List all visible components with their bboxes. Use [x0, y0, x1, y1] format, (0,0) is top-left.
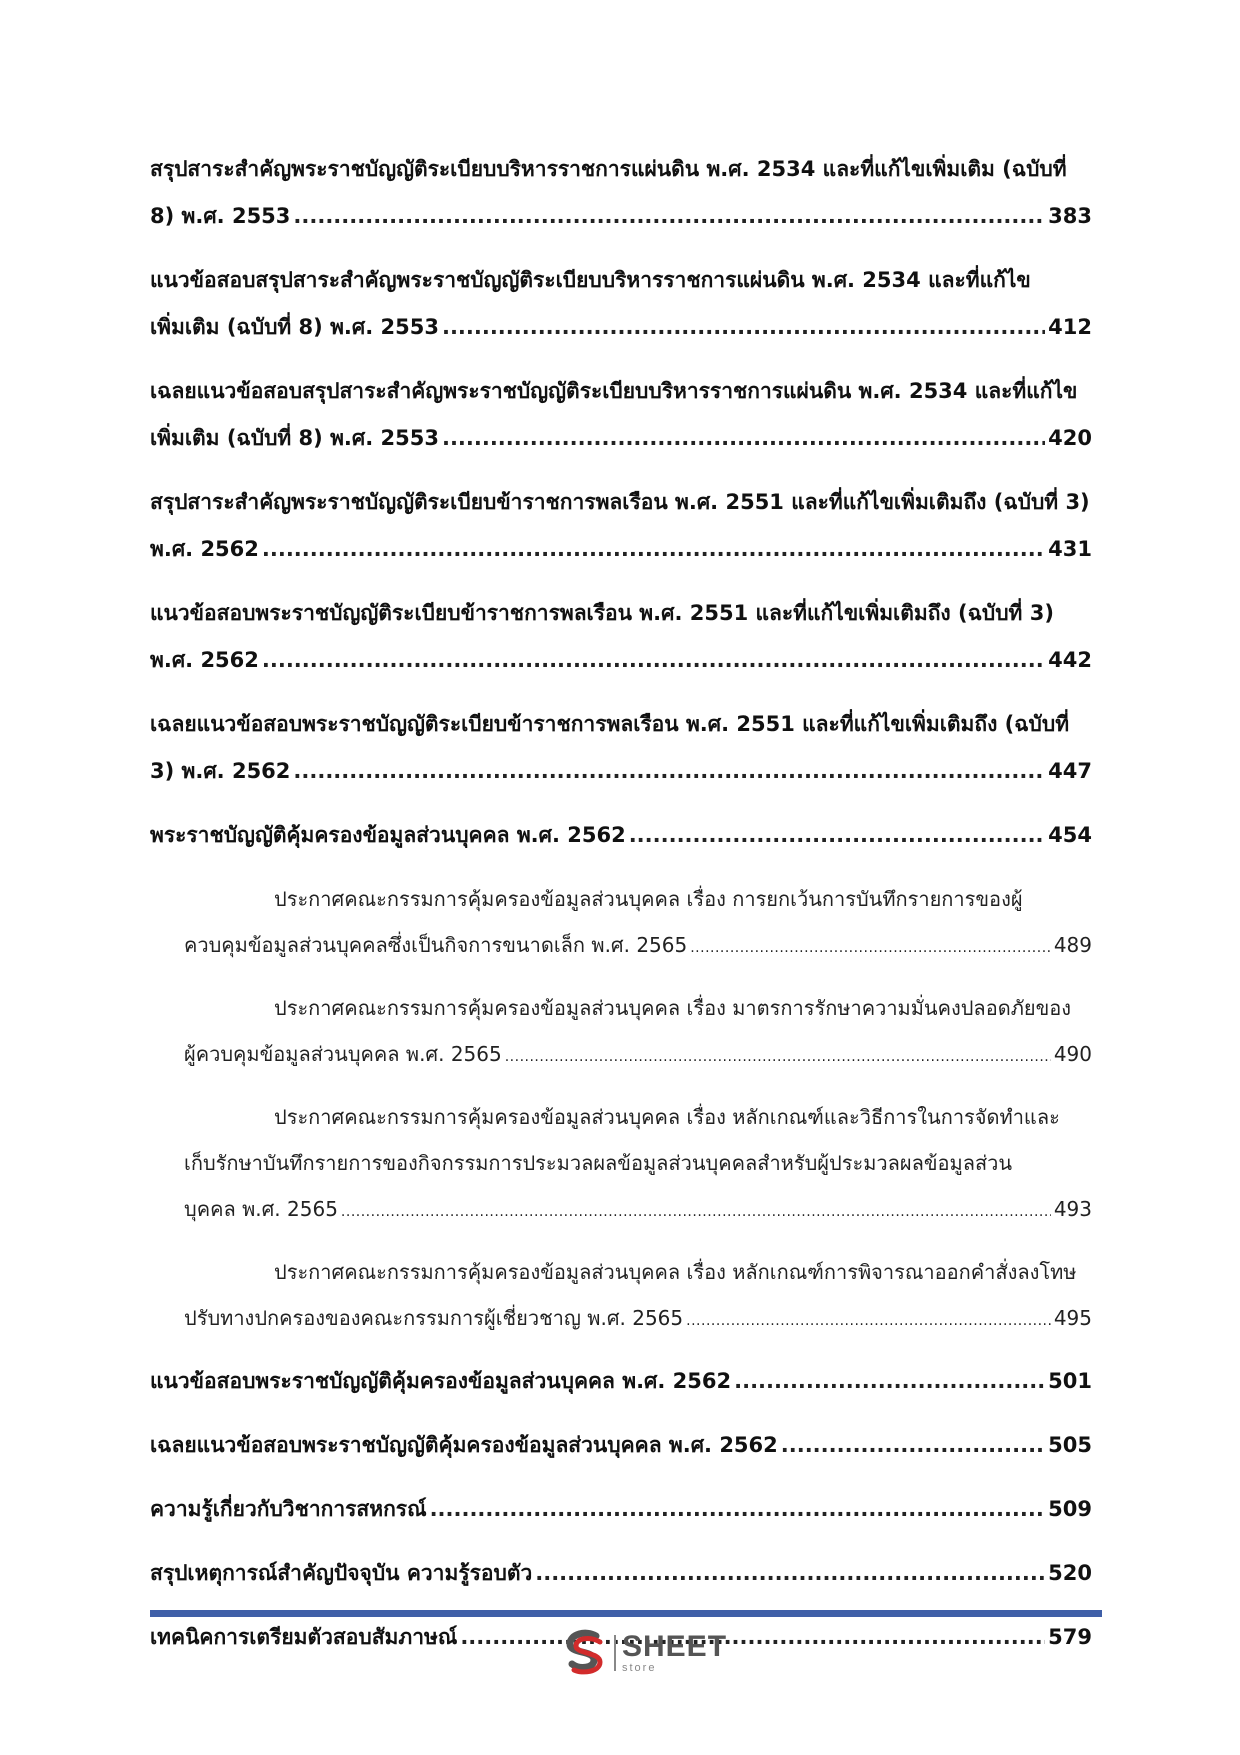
- toc-page-number: 509: [1048, 1497, 1092, 1521]
- toc-page-number: 501: [1048, 1369, 1092, 1393]
- toc-entry-title: ประกาศคณะกรรมการคุ้มครองข้อมูลส่วนบุคคล เรื่อง การยกเว้นการบันทึกรายการของผู้: [274, 887, 1023, 911]
- toc-dot-leader: [505, 1034, 1051, 1077]
- toc-dot-leader: [262, 637, 1045, 684]
- toc-entry[interactable]: [150, 1358, 1092, 1405]
- toc-page-number: 493: [1053, 1197, 1092, 1221]
- toc-entry-title: ประกาศคณะกรรมการคุ้มครองข้อมูลส่วนบุคคล เรื่อง หลักเกณฑ์และวิธีการในการจัดทำและ: [274, 1105, 1060, 1129]
- toc-page-number: 442: [1048, 648, 1092, 672]
- toc-entry-title: 3) พ.ศ. 2562: [150, 759, 291, 783]
- logo-separator: [614, 1635, 616, 1671]
- toc-dot-leader: [686, 1298, 1051, 1341]
- toc-page-number: 520: [1048, 1561, 1092, 1585]
- toc-entry-title: เฉลยแนวข้อสอบพระราชบัญญัติคุ้มครองข้อมูลส่วนบุคคล พ.ศ. 2562: [150, 1433, 778, 1457]
- toc-entry-title: สรุปสาระสำคัญพระราชบัญญัติระเบียบบริหารราชการแผ่นดิน พ.ศ. 2534 และที่แก้ไขเพิ่มเติม (ฉบับที่: [150, 157, 1067, 181]
- toc-entry[interactable]: [150, 1094, 1092, 1232]
- toc-entry-title: ประกาศคณะกรรมการคุ้มครองข้อมูลส่วนบุคคล เรื่อง มาตรการรักษาความมั่นคงปลอดภัยของ: [274, 996, 1072, 1020]
- toc-page-number: 579: [1048, 1625, 1092, 1649]
- toc-dot-leader: [690, 925, 1051, 968]
- toc-entry-title: ประกาศคณะกรรมการคุ้มครองข้อมูลส่วนบุคคล เรื่อง หลักเกณฑ์การพิจารณาออกคำสั่งลงโทษ: [274, 1260, 1077, 1284]
- toc-entry-title: แนวข้อสอบพระราชบัญญัติคุ้มครองข้อมูลส่วนบุคคล พ.ศ. 2562: [150, 1369, 732, 1393]
- toc-entry-title: แนวข้อสอบพระราชบัญญัติระเบียบข้าราชการพลเรือน พ.ศ. 2551 และที่แก้ไขเพิ่มเติมถึง (ฉบับที่ 3): [150, 601, 1054, 625]
- toc-page-number: 447: [1048, 759, 1092, 783]
- toc-page-number: 420: [1048, 426, 1092, 450]
- toc-entry[interactable]: [150, 590, 1092, 684]
- toc-page-number: 412: [1048, 315, 1092, 339]
- toc-page-number: 490: [1053, 1042, 1092, 1066]
- toc-page-number: 383: [1048, 204, 1092, 228]
- toc-entry-title: เก็บรักษาบันทึกรายการของกิจกรรมการประมวลผลข้อมูลส่วนบุคคลสำหรับผู้ประมวลผลข้อมูลส่วน: [184, 1151, 1013, 1175]
- toc-entry[interactable]: [150, 701, 1092, 795]
- toc-dot-leader: [293, 193, 1045, 240]
- toc-page-number: 495: [1053, 1306, 1092, 1330]
- toc-entry-title: ความรู้เกี่ยวกับวิชาการสหกรณ์: [150, 1497, 427, 1521]
- toc-entry-title: พระราชบัญญัติคุ้มครองข้อมูลส่วนบุคคล พ.ศ. 2562: [150, 823, 626, 847]
- toc-entry[interactable]: [150, 812, 1092, 859]
- toc-entry-title: พ.ศ. 2562: [150, 537, 259, 561]
- toc-entry[interactable]: [150, 1422, 1092, 1469]
- toc-entry-title: ควบคุมข้อมูลส่วนบุคคลซึ่งเป็นกิจการขนาดเล็ก พ.ศ. 2565: [184, 933, 688, 957]
- footer-divider: [150, 1610, 1102, 1617]
- toc-entry[interactable]: [150, 1550, 1092, 1597]
- toc-page-number: 431: [1048, 537, 1092, 561]
- toc-dot-leader: [430, 1486, 1046, 1533]
- toc-dot-leader: [629, 812, 1045, 859]
- logo-subtext: store: [622, 1662, 657, 1674]
- toc-entry-title: เฉลยแนวข้อสอบพระราชบัญญัติระเบียบข้าราชการพลเรือน พ.ศ. 2551 และที่แก้ไขเพิ่มเติมถึง (ฉบับที่: [150, 712, 1070, 736]
- toc-dot-leader: [460, 1614, 1045, 1661]
- toc-entry[interactable]: [150, 146, 1092, 240]
- toc-entry-title: แนวข้อสอบสรุปสาระสำคัญพระราชบัญญัติระเบียบบริหารราชการแผ่นดิน พ.ศ. 2534 และที่แก้ไข: [150, 268, 1031, 292]
- toc-entry-title: บุคคล พ.ศ. 2565: [184, 1197, 338, 1221]
- table-of-contents: [150, 146, 1092, 1678]
- toc-dot-leader: [293, 748, 1045, 795]
- toc-entry-title: สรุปเหตุการณ์สำคัญปัจจุบัน ความรู้รอบตัว: [150, 1561, 533, 1585]
- logo-wordmark: SHEET: [622, 1630, 728, 1663]
- toc-entry-title: ผู้ควบคุมข้อมูลส่วนบุคคล พ.ศ. 2565: [184, 1042, 502, 1066]
- toc-entry[interactable]: [150, 479, 1092, 573]
- toc-dot-leader: [341, 1189, 1051, 1232]
- toc-entry-title: ปรับทางปกครองของคณะกรรมการผู้เชี่ยวชาญ พ.ศ. 2565: [184, 1306, 684, 1330]
- toc-entry[interactable]: [150, 985, 1092, 1077]
- toc-dot-leader: [734, 1358, 1045, 1405]
- toc-entry-title: สรุปสาระสำคัญพระราชบัญญัติระเบียบข้าราชการพลเรือน พ.ศ. 2551 และที่แก้ไขเพิ่มเติมถึง (ฉบับที่ 3): [150, 490, 1090, 514]
- toc-entry[interactable]: [150, 876, 1092, 968]
- toc-entry-title: 8) พ.ศ. 2553: [150, 204, 291, 228]
- toc-entry-title: เพิ่มเติม (ฉบับที่ 8) พ.ศ. 2553: [150, 315, 439, 339]
- sheet-store-logo: [560, 1628, 727, 1678]
- toc-entry-title: พ.ศ. 2562: [150, 648, 259, 672]
- toc-page-number: 489: [1053, 933, 1092, 957]
- toc-entry[interactable]: [150, 257, 1092, 351]
- toc-entry[interactable]: [150, 1249, 1092, 1341]
- toc-dot-leader: [442, 415, 1045, 462]
- toc-entry-title: เฉลยแนวข้อสอบสรุปสาระสำคัญพระราชบัญญัติระเบียบบริหารราชการแผ่นดิน พ.ศ. 2534 และที่แก้ไข: [150, 379, 1078, 403]
- toc-dot-leader: [781, 1422, 1045, 1469]
- toc-dot-leader: [442, 304, 1045, 351]
- toc-entry-title: เพิ่มเติม (ฉบับที่ 8) พ.ศ. 2553: [150, 426, 439, 450]
- toc-entry[interactable]: [150, 1486, 1092, 1533]
- toc-dot-leader: [262, 526, 1045, 573]
- toc-entry-title: เทคนิคการเตรียมตัวสอบสัมภาษณ์: [150, 1625, 458, 1649]
- toc-page-number: 505: [1048, 1433, 1092, 1457]
- toc-dot-leader: [535, 1550, 1045, 1597]
- toc-entry[interactable]: [150, 368, 1092, 462]
- toc-page-number: 454: [1048, 823, 1092, 847]
- sheet-s-logo-icon: [560, 1628, 610, 1678]
